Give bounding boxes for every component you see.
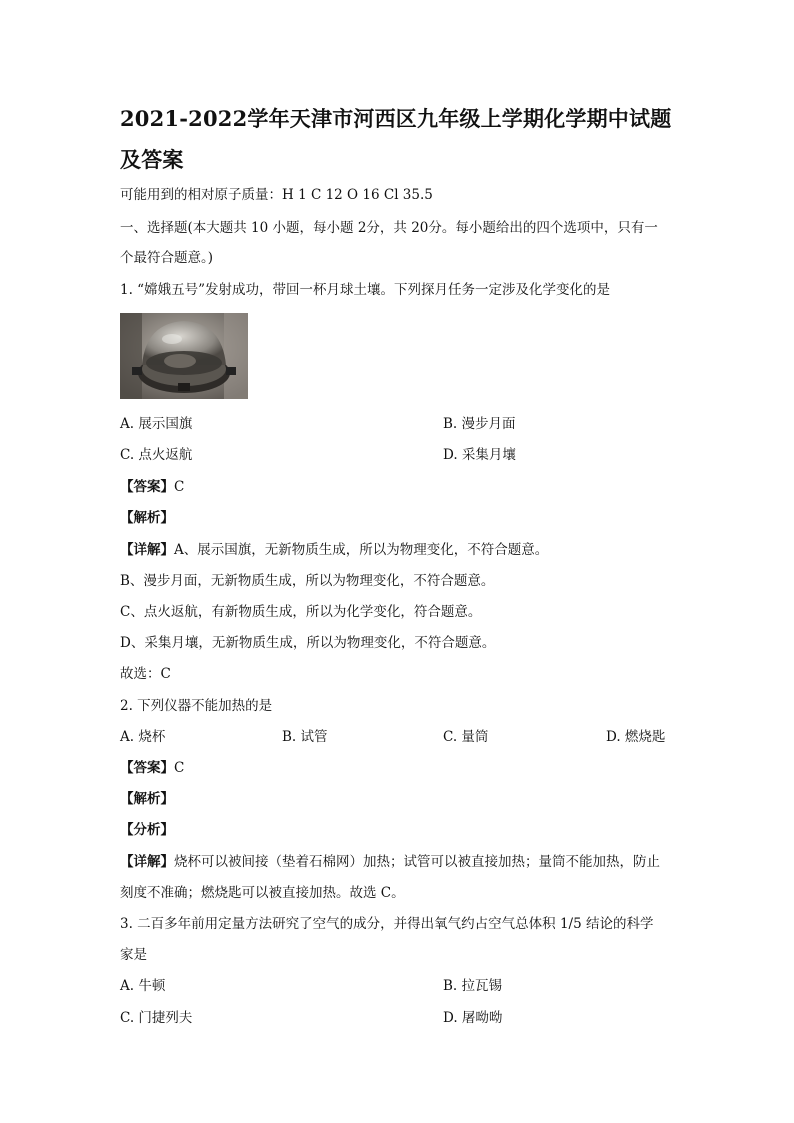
lunar-sample-container-image bbox=[120, 313, 248, 399]
q2-detail-tag: 【详解】 bbox=[120, 854, 174, 870]
q2-detail-line1 bbox=[120, 853, 660, 871]
q1-option-d: D. 采集月壤 bbox=[443, 447, 516, 463]
page-title: 2021-2022学年天津市河西区九年级上学期化学期中试题及答案 bbox=[120, 106, 672, 172]
q1-analysis-tag: 【解析】 bbox=[120, 510, 174, 526]
q1-option-a: A. 展示国旗 bbox=[120, 416, 193, 432]
q1-answer-value: C bbox=[174, 479, 185, 495]
q1-detail-line-b: B、漫步月面，无新物质生成，所以为物理变化，不符合题意。 bbox=[120, 573, 495, 589]
q2-stem: 2. 下列仪器不能加热的是 bbox=[120, 698, 273, 714]
q2-fenxi-tag: 【分析】 bbox=[120, 822, 174, 838]
atomic-mass-line: 可能用到的相对原子质量：H 1 C 12 O 16 Cl 35.5 bbox=[120, 187, 433, 203]
q3-stem-line2: 家是 bbox=[120, 947, 147, 963]
q3-stem-line1: 3. 二百多年前用定量方法研究了空气的成分，并得出氧气约占空气总体积 1/5 结论的科学 bbox=[120, 916, 654, 932]
q1-answer-tag: 【答案】 bbox=[120, 479, 174, 495]
q1-stem: 1. “嫦娥五号”发射成功，带回一杯月球土壤。下列探月任务一定涉及化学变化的是 bbox=[120, 282, 610, 298]
q3-option-b: B. 拉瓦锡 bbox=[443, 978, 503, 994]
q1-detail-line-c: C、点火返航，有新物质生成，所以为化学变化，符合题意。 bbox=[120, 604, 482, 620]
q2-answer bbox=[120, 759, 184, 777]
q1-detail-line-d: D、采集月壤，无新物质生成，所以为物理变化，不符合题意。 bbox=[120, 635, 496, 651]
q1-answer bbox=[120, 478, 184, 496]
q3-option-a: A. 牛顿 bbox=[120, 978, 166, 994]
q2-answer-tag: 【答案】 bbox=[120, 760, 174, 776]
section-heading-line2: 个最符合题意。) bbox=[120, 250, 214, 266]
q2-option-d: D. 燃烧匙 bbox=[606, 729, 666, 745]
q1-detail-tag: 【详解】 bbox=[120, 542, 174, 558]
q3-option-c: C. 门捷列夫 bbox=[120, 1010, 193, 1026]
q2-detail-line2: 刻度不准确；燃烧匙可以被直接加热。故选 C。 bbox=[120, 885, 405, 901]
q1-detail-text-a: A、展示国旗，无新物质生成，所以为物理变化，不符合题意。 bbox=[174, 542, 549, 558]
q1-option-c: C. 点火返航 bbox=[120, 447, 193, 463]
section-heading-line1: 一、选择题(本大题共 10 小题，每小题 2分，共 20分。每小题给出的四个选项中，只有一 bbox=[120, 220, 658, 236]
q2-detail-text-1: 烧杯可以被间接（垫着石棉网）加热；试管可以被直接加热；量筒不能加热，防止 bbox=[174, 854, 660, 870]
q1-conclusion: 故选：C bbox=[120, 666, 171, 682]
q1-option-b: B. 漫步月面 bbox=[443, 416, 516, 432]
q1-detail-line-a bbox=[120, 541, 548, 559]
q2-option-a: A. 烧杯 bbox=[120, 729, 166, 745]
q2-answer-value: C bbox=[174, 760, 185, 776]
q2-option-c: C. 量筒 bbox=[443, 729, 489, 745]
lunar-sample-photo bbox=[120, 313, 248, 399]
q2-analysis-tag: 【解析】 bbox=[120, 791, 174, 807]
q2-option-b: B. 试管 bbox=[282, 729, 328, 745]
q3-option-d: D. 屠呦呦 bbox=[443, 1010, 503, 1026]
